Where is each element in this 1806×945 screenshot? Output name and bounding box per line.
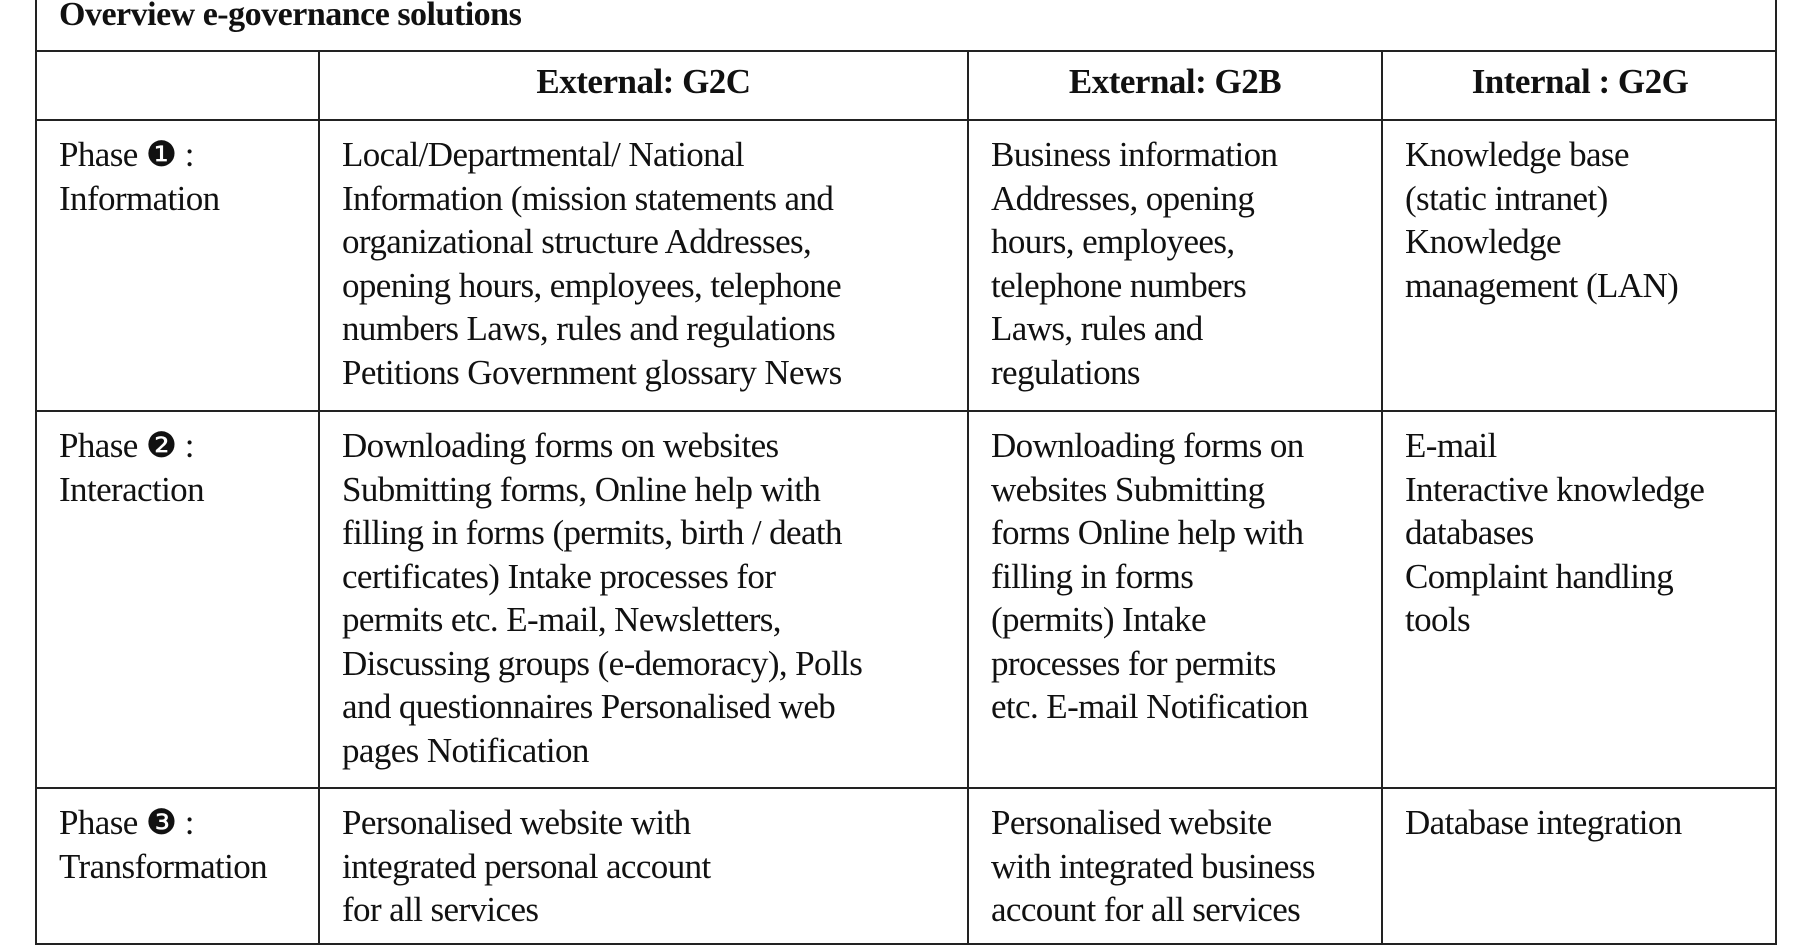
- table-cell: Downloading forms on websites Submitting forms Online help with filling in forms (permits) Intake processes for permits etc. E-mail Notification: [991, 426, 1309, 726]
- row-label-transformation: Phase ❸ : Transformation: [59, 803, 268, 886]
- table-cell: Business information Addresses, opening hours, employees, telephone numbers Laws, rules and regulations: [991, 135, 1278, 392]
- table-cell: Local/Departmental/ National Information (mission statements and organizational structure Addresses, opening hours, employees, telephone numbers Laws, rules and regulations Petitions Government glossary News: [342, 135, 842, 392]
- column-header-g2c: External: G2C: [536, 62, 751, 101]
- row-label-information: Phase ❶ : Information: [59, 135, 220, 218]
- table-cell: Personalised website with integrated personal account for all services: [342, 803, 711, 929]
- table-cell: Database integration: [1405, 803, 1682, 842]
- table-cell: Knowledge base (static intranet) Knowledge management (LAN): [1405, 135, 1679, 305]
- divider: [37, 50, 1775, 52]
- column-header-g2g: Internal : G2G: [1471, 62, 1689, 101]
- e-governance-table: [35, 0, 1777, 945]
- table-title: Overview e-governance solutions: [59, 0, 522, 33]
- table-cell: E-mail Interactive knowledge databases Complaint handling tools: [1405, 426, 1705, 639]
- column-header-g2b: External: G2B: [1068, 62, 1282, 101]
- table-cell: Personalised website with integrated business account for all services: [991, 803, 1315, 929]
- row-label-interaction: Phase ❷ : Interaction: [59, 426, 204, 509]
- table-cell: Downloading forms on websites Submitting forms, Online help with filling in forms (permits, birth / death certificates) Intake processes for permits etc. E-mail, Newsletters, Discussing groups (e-demoracy), Polls and questionnaires Personalised web pages Notification: [342, 426, 863, 770]
